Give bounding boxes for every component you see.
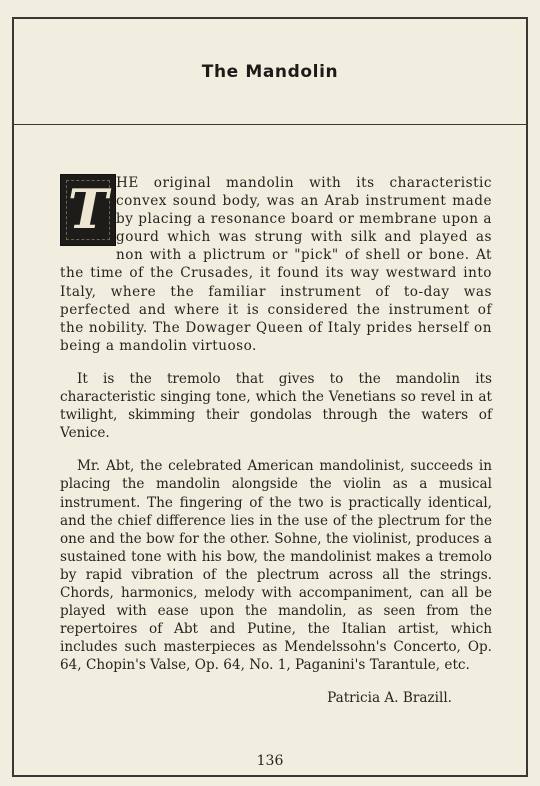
paragraph-2: It is the tremolo that gives to the mandolin its characteristic singing tone, which the Venetians so revel in at twilight, skimming their gondolas through the waters of Venice.	[60, 370, 492, 442]
author-signature: Patricia A. Brazill.	[327, 690, 452, 706]
page-number: 136	[256, 753, 284, 769]
article-body	[60, 174, 492, 674]
article-title: The Mandolin	[201, 62, 339, 82]
decorative-initial-letter: T	[67, 177, 109, 241]
paragraph-1-text: HE original mandolin with its characteristic convex sound body, was an Arab instrument made by placing a resonance board or membrane upon a gourd which was strung with silk and played as non with a plictrum or "pick" of shell or bone. At the time of the Crusades, it found its way westward into Italy, where the familiar instrument of to-day was perfected and where it is considered the instrument of the nobility. The Dowager Queen of Italy prides herself on being a mandolin virtuoso.	[60, 175, 492, 354]
paragraph-3: Mr. Abt, the celebrated American mandolinist, succeeds in placing the mandolin alongside the violin as a musical instrument. The fingering of the two is practically identical, and the chief difference lies in the use of the plectrum for the one and the bow for the other. Sohne, the violinist, produces a sustained tone with his bow, the mandolinist makes a tremolo by rapid vibration of the plectrum across all the strings. Chords, harmonics, melody with accompaniment, can all be played with ease upon the mandolin, as seen from the repertoires of Abt and Putine, the Italian artist, which includes such masterpieces as Mendelssohn's Concerto, Op. 64, Chopin's Valse, Op. 64, No. 1, Paganini's Tarantule, etc.	[60, 458, 492, 674]
title-rule	[12, 124, 528, 125]
decorative-initial	[60, 174, 116, 246]
paragraph-1	[60, 174, 492, 355]
